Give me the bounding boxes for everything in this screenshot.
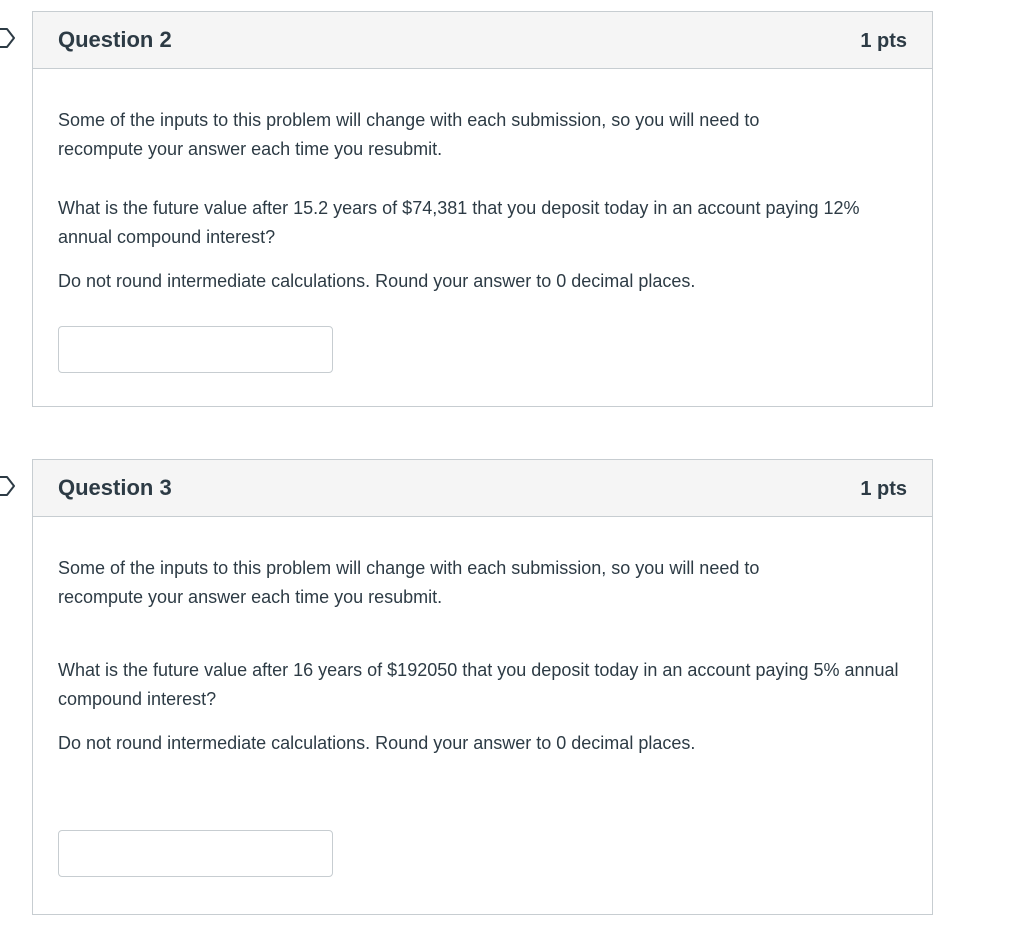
- question-body: [33, 517, 932, 877]
- question-intro-text: Some of the inputs to this problem will change with each submission, so you will need to recompute your answer each time you resubmit.: [58, 558, 760, 607]
- question-body: [33, 69, 932, 373]
- question-header: [33, 460, 932, 517]
- answer-input[interactable]: [58, 830, 333, 877]
- question-title: Question 2: [58, 27, 172, 52]
- question-points: 1 pts: [860, 478, 907, 500]
- flag-question-icon[interactable]: [0, 475, 17, 497]
- question-intro-text: Some of the inputs to this problem will change with each submission, so you will need to recompute your answer each time you resubmit.: [58, 110, 760, 159]
- question-rounding-text: Do not round intermediate calculations. Round your answer to 0 decimal places.: [58, 733, 696, 753]
- question-title: Question 3: [58, 475, 172, 500]
- answer-input[interactable]: [58, 326, 333, 373]
- flag-question-icon[interactable]: [0, 27, 17, 49]
- question-prompt-text: What is the future value after 16 years of $192050 that you deposit today in an account paying 5% annual compound interest?: [58, 660, 899, 709]
- question-prompt-text: What is the future value after 15.2 years of $74,381 that you deposit today in an account paying 12% annual compound interest?: [58, 198, 860, 247]
- question-card-2: [32, 11, 933, 407]
- question-points: 1 pts: [860, 30, 907, 52]
- question-rounding-text: Do not round intermediate calculations. Round your answer to 0 decimal places.: [58, 271, 696, 291]
- question-card-3: [32, 459, 933, 915]
- question-header: [33, 12, 932, 69]
